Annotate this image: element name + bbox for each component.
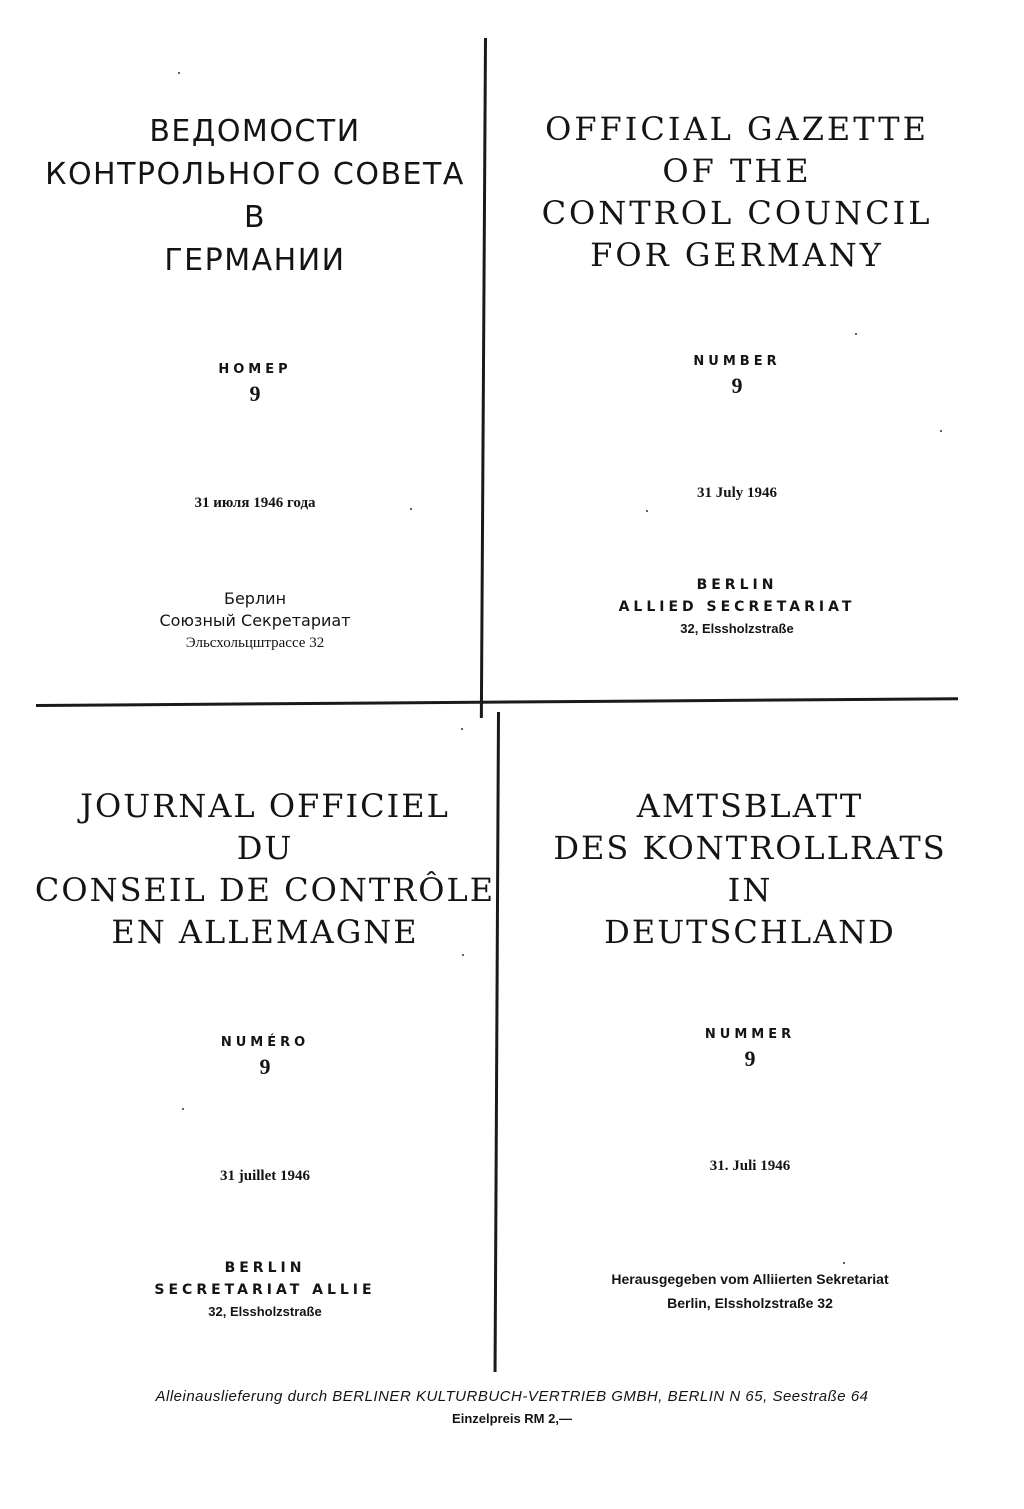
scan-speck: [410, 508, 412, 510]
french-number-label: NUMÉRO: [220, 1035, 310, 1050]
french-title-line: JOURNAL OFFICIEL: [80, 787, 450, 825]
french-title: [20, 785, 510, 953]
english-title: [502, 108, 972, 276]
distribution-notice: Alleinauslieferung durch BERLINER KULTURBUCH-VERTRIEB GMBH, BERLIN N 65, Seestraße 64: [155, 1388, 869, 1405]
english-title-line: OF THE: [662, 152, 812, 190]
french-title-line: DU: [236, 829, 294, 867]
french-number: 9: [259, 1054, 271, 1079]
german-quadrant: [505, 785, 995, 1315]
german-title-line: DES KONTROLLRATS: [553, 829, 947, 867]
german-date: 31. Juli 1946: [709, 1158, 791, 1174]
german-title: [505, 785, 995, 953]
english-title-line: OFFICIAL GAZETTE: [545, 110, 929, 148]
horizontal-divider: [36, 697, 958, 707]
english-title-line: CONTROL COUNCIL: [541, 194, 933, 232]
scan-speck: [646, 510, 648, 512]
english-number-label: NUMBER: [693, 354, 781, 369]
french-quadrant: [20, 785, 510, 1323]
scan-speck: [178, 72, 180, 74]
german-title-line: DEUTSCHLAND: [604, 913, 896, 951]
russian-title: [20, 110, 490, 282]
price-notice: Einzelpreis RM 2,—: [452, 1411, 572, 1426]
footer: [100, 1388, 924, 1426]
russian-title-line: ВЕДОМОСТИ: [149, 114, 361, 149]
russian-publisher-address: Эльсхольцштрассе 32: [185, 635, 325, 651]
english-publisher-address: 32, Elssholzstraße: [680, 621, 794, 636]
english-date: 31 July 1946: [696, 485, 777, 501]
english-quadrant: [502, 108, 972, 640]
russian-publisher-city: Берлин: [223, 589, 287, 608]
english-number: 9: [731, 373, 743, 398]
french-date: 31 juillet 1946: [220, 1168, 310, 1184]
german-number-label: NUMMER: [704, 1027, 796, 1042]
scan-speck: [462, 954, 464, 956]
french-title-line: EN ALLEMAGNE: [111, 913, 419, 951]
french-publisher-city: BERLIN: [224, 1260, 306, 1276]
russian-quadrant: [20, 110, 490, 654]
english-title-line: FOR GERMANY: [590, 236, 884, 274]
german-publisher-name: Herausgegeben vom Alliierten Sekretariat: [611, 1271, 889, 1287]
russian-title-line: ГЕРМАНИИ: [164, 243, 346, 278]
scan-speck: [461, 728, 463, 730]
german-title-line: IN: [727, 871, 773, 909]
french-publisher-address: 32, Elssholzstraße: [208, 1304, 322, 1319]
russian-publisher-name: Союзный Секретариат: [159, 611, 351, 630]
french-publisher-name: SECRETARIAT ALLIE: [154, 1282, 376, 1298]
russian-number-label: НОМЕР: [218, 362, 292, 377]
french-title-line: CONSEIL DE CONTRÔLE: [34, 871, 496, 909]
scan-speck: [843, 1262, 845, 1264]
russian-number: 9: [249, 381, 261, 406]
scan-speck: [940, 430, 942, 432]
russian-title-line: В: [243, 200, 267, 235]
german-number: 9: [744, 1046, 756, 1071]
english-publisher-name: ALLIED SECRETARIAT: [618, 599, 856, 615]
scan-speck: [855, 333, 857, 335]
russian-date: 31 июля 1946 года: [194, 495, 316, 511]
english-publisher-city: BERLIN: [696, 577, 778, 593]
german-publisher-address: Berlin, Elssholzstraße 32: [667, 1295, 833, 1311]
german-title-line: AMTSBLATT: [636, 787, 864, 825]
scan-speck: [182, 1108, 184, 1110]
russian-title-line: КОНТРОЛЬНОГО СОВЕТА: [45, 157, 465, 192]
